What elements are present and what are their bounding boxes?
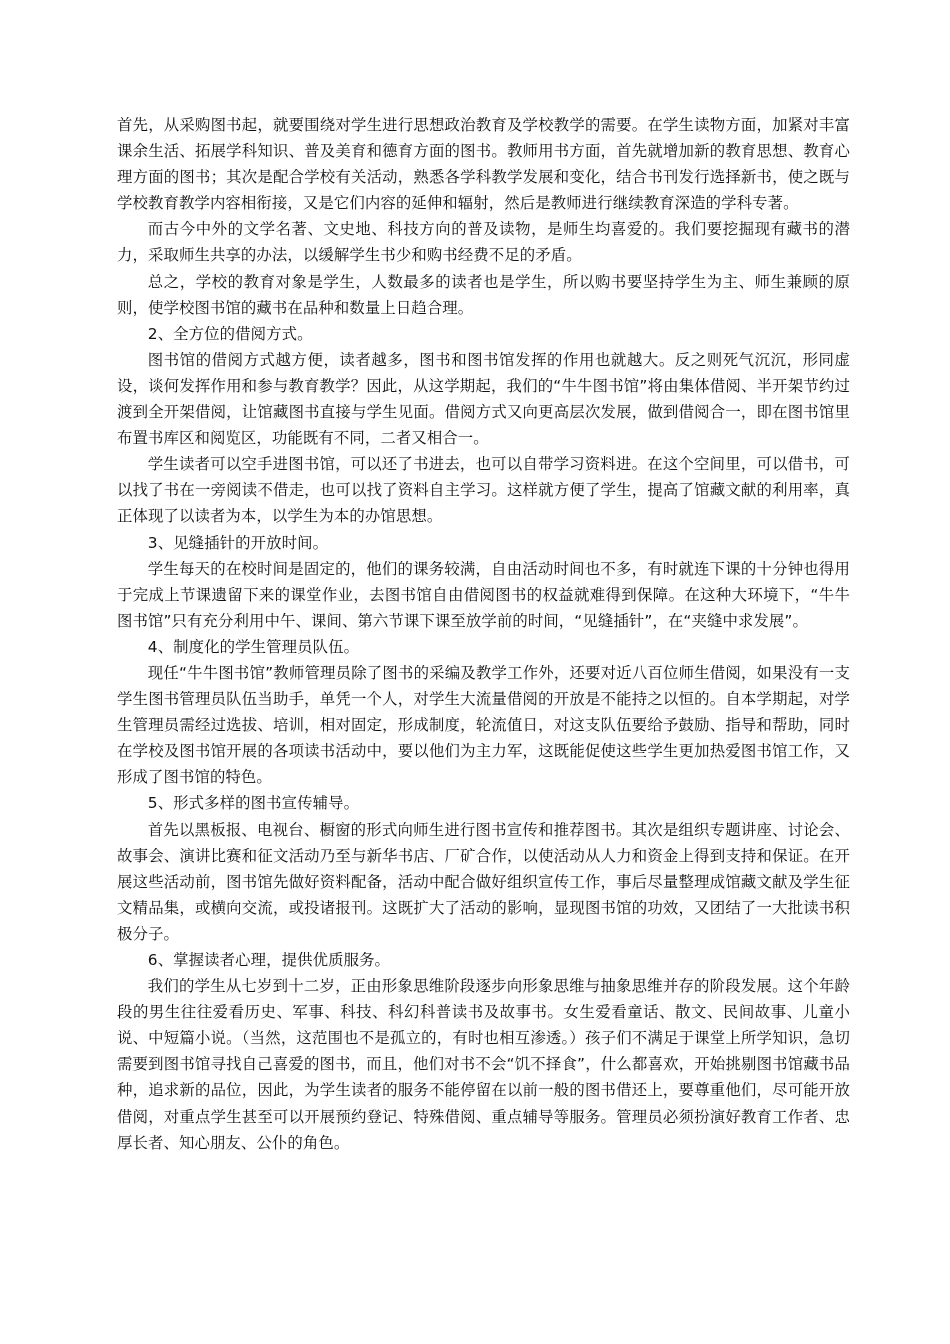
paragraph-opening-time: 学生每天的在校时间是固定的，他们的课务较满，自由活动时间也不多，有时就连下课的十分钟也得用于完成上节课遗留下来的课堂作业，去图书馆自由借阅图书的权益就难得到保障。在这种大环境下，“牛牛图书馆”只有充分利用中午、课间、第六节课下课至放学前的时间，“见缝插针”，在“夹缝中求发展”。: [117, 559, 850, 630]
paragraph-student-readers: 学生读者可以空手进图书馆，可以还了书进去，也可以自带学习资料进。在这个空间里，可以借书，可以找了书在一旁阅读不借走，也可以找了资料自主学习。这样就方便了学生，提高了馆藏文献的利用率，真正体现了以读者为本，以学生为本的办馆思想。: [117, 455, 850, 526]
paragraph-summary: 总之，学校的教育对象是学生，人数最多的读者也是学生，所以购书要坚持学生为主、师生兼顾的原则，使学校图书馆的藏书在品种和数量上日趋合理。: [117, 272, 850, 317]
document-page: [117, 112, 850, 1156]
paragraph-promotion: 首先以黑板报、电视台、橱窗的形式向师生进行图书宣传和推荐图书。其次是组织专题讲座、讨论会、故事会、演讲比赛和征文活动乃至与新华书店、厂矿合作，以使活动从人力和资金上得到支持和保证。在开展这些活动前，图书馆先做好资料配备，活动中配合做好组织宣传工作，事后尽量整理成馆藏文献及学生征文精品集，或横向交流，或投诸报刊。这既扩大了活动的影响，显现图书馆的功效，又团结了一大批读书积极分子。: [117, 820, 850, 943]
section-heading-2: 2、全方位的借阅方式。: [147, 324, 313, 343]
section-heading-4: 4、制度化的学生管理员队伍。: [147, 637, 360, 656]
paragraph-borrowing-method: 图书馆的借阅方式越方便，读者越多，图书和图书馆发挥的作用也就越大。反之则死气沉沉，形同虚设，谈何发挥作用和参与教育教学？因此，从这学期起，我们的“牛牛图书馆”将由集体借阅、半开架节约过渡到全开架借阅，让馆藏图书直接与学生见面。借阅方式又向更高层次发展，做到借阅合一，即在图书馆里布置书库区和阅览区，功能既有不同，二者又相合一。: [117, 350, 850, 448]
paragraph-classics: 而古今中外的文学名著、文史地、科技方向的普及读物，是师生均喜爱的。我们要挖掘现有藏书的潜力，采取师生共享的办法，以缓解学生书少和购书经费不足的矛盾。: [117, 220, 850, 265]
paragraph-procurement: 首先，从采购图书起，就要围绕对学生进行思想政治教育及学校教学的需要。在学生读物方面，加紧对丰富课余生活、拓展学科知识、普及美育和德育方面的图书。教师用书方面，首先就增加新的教育思想、教育心理方面的图书；其次是配合学校有关活动，熟悉各学科教学发展和变化，结合书刊发行选择新书，使之既与学校教育教学内容相衔接，又是它们内容的延伸和辐射，然后是教师进行继续教育深造的学科专著。: [117, 116, 850, 213]
section-heading-5: 5、形式多样的图书宣传辅导。: [147, 794, 360, 813]
section-heading-6: 6、掌握读者心理，提供优质服务。: [147, 951, 391, 969]
paragraph-reader-psychology: 我们的学生从七岁到十二岁，正由形象思维阶段逐步向形象思维与抽象思维并存的阶段发展。这个年龄段的男生往往爱看历史、军事、科技、科幻科普读书及故事书。女生爱看童话、散文、民间故事、儿童小说、中短篇小说。（当然，这范围也不是孤立的，有时也相互渗透。）孩子们不满足于课堂上所学知识，急切需要到图书馆寻找自己喜爱的图书，而且，他们对书不会“饥不择食”，什么都喜欢，开始挑剔图书馆藏书品种，追求新的品位，因此，为学生读者的服务不能停留在以前一般的图书借还上，要尊重他们，尽可能开放借阅，对重点学生甚至可以开展预约登记、特殊借阅、重点辅导等服务。管理员必须扮演好教育工作者、忠厚长者、知心朋友、公仆的角色。: [117, 977, 850, 1152]
paragraph-student-librarians: 现任“牛牛图书馆”教师管理员除了图书的采编及教学工作外，还要对近八百位师生借阅，如果没有一支学生图书管理员队伍当助手，单凭一个人，对学生大流量借阅的开放是不能持之以恒的。自本学期起，对学生管理员需经过选拔、培训，相对固定，形成制度，轮流值日，对这支队伍要给予鼓励、指导和帮助，同时在学校及图书馆开展的各项读书活动中，要以他们为主力军，这既能促使这些学生更加热爱图书馆工作，又形成了图书馆的特色。: [117, 663, 850, 787]
section-heading-3: 3、见缝插针的开放时间。: [147, 533, 329, 552]
